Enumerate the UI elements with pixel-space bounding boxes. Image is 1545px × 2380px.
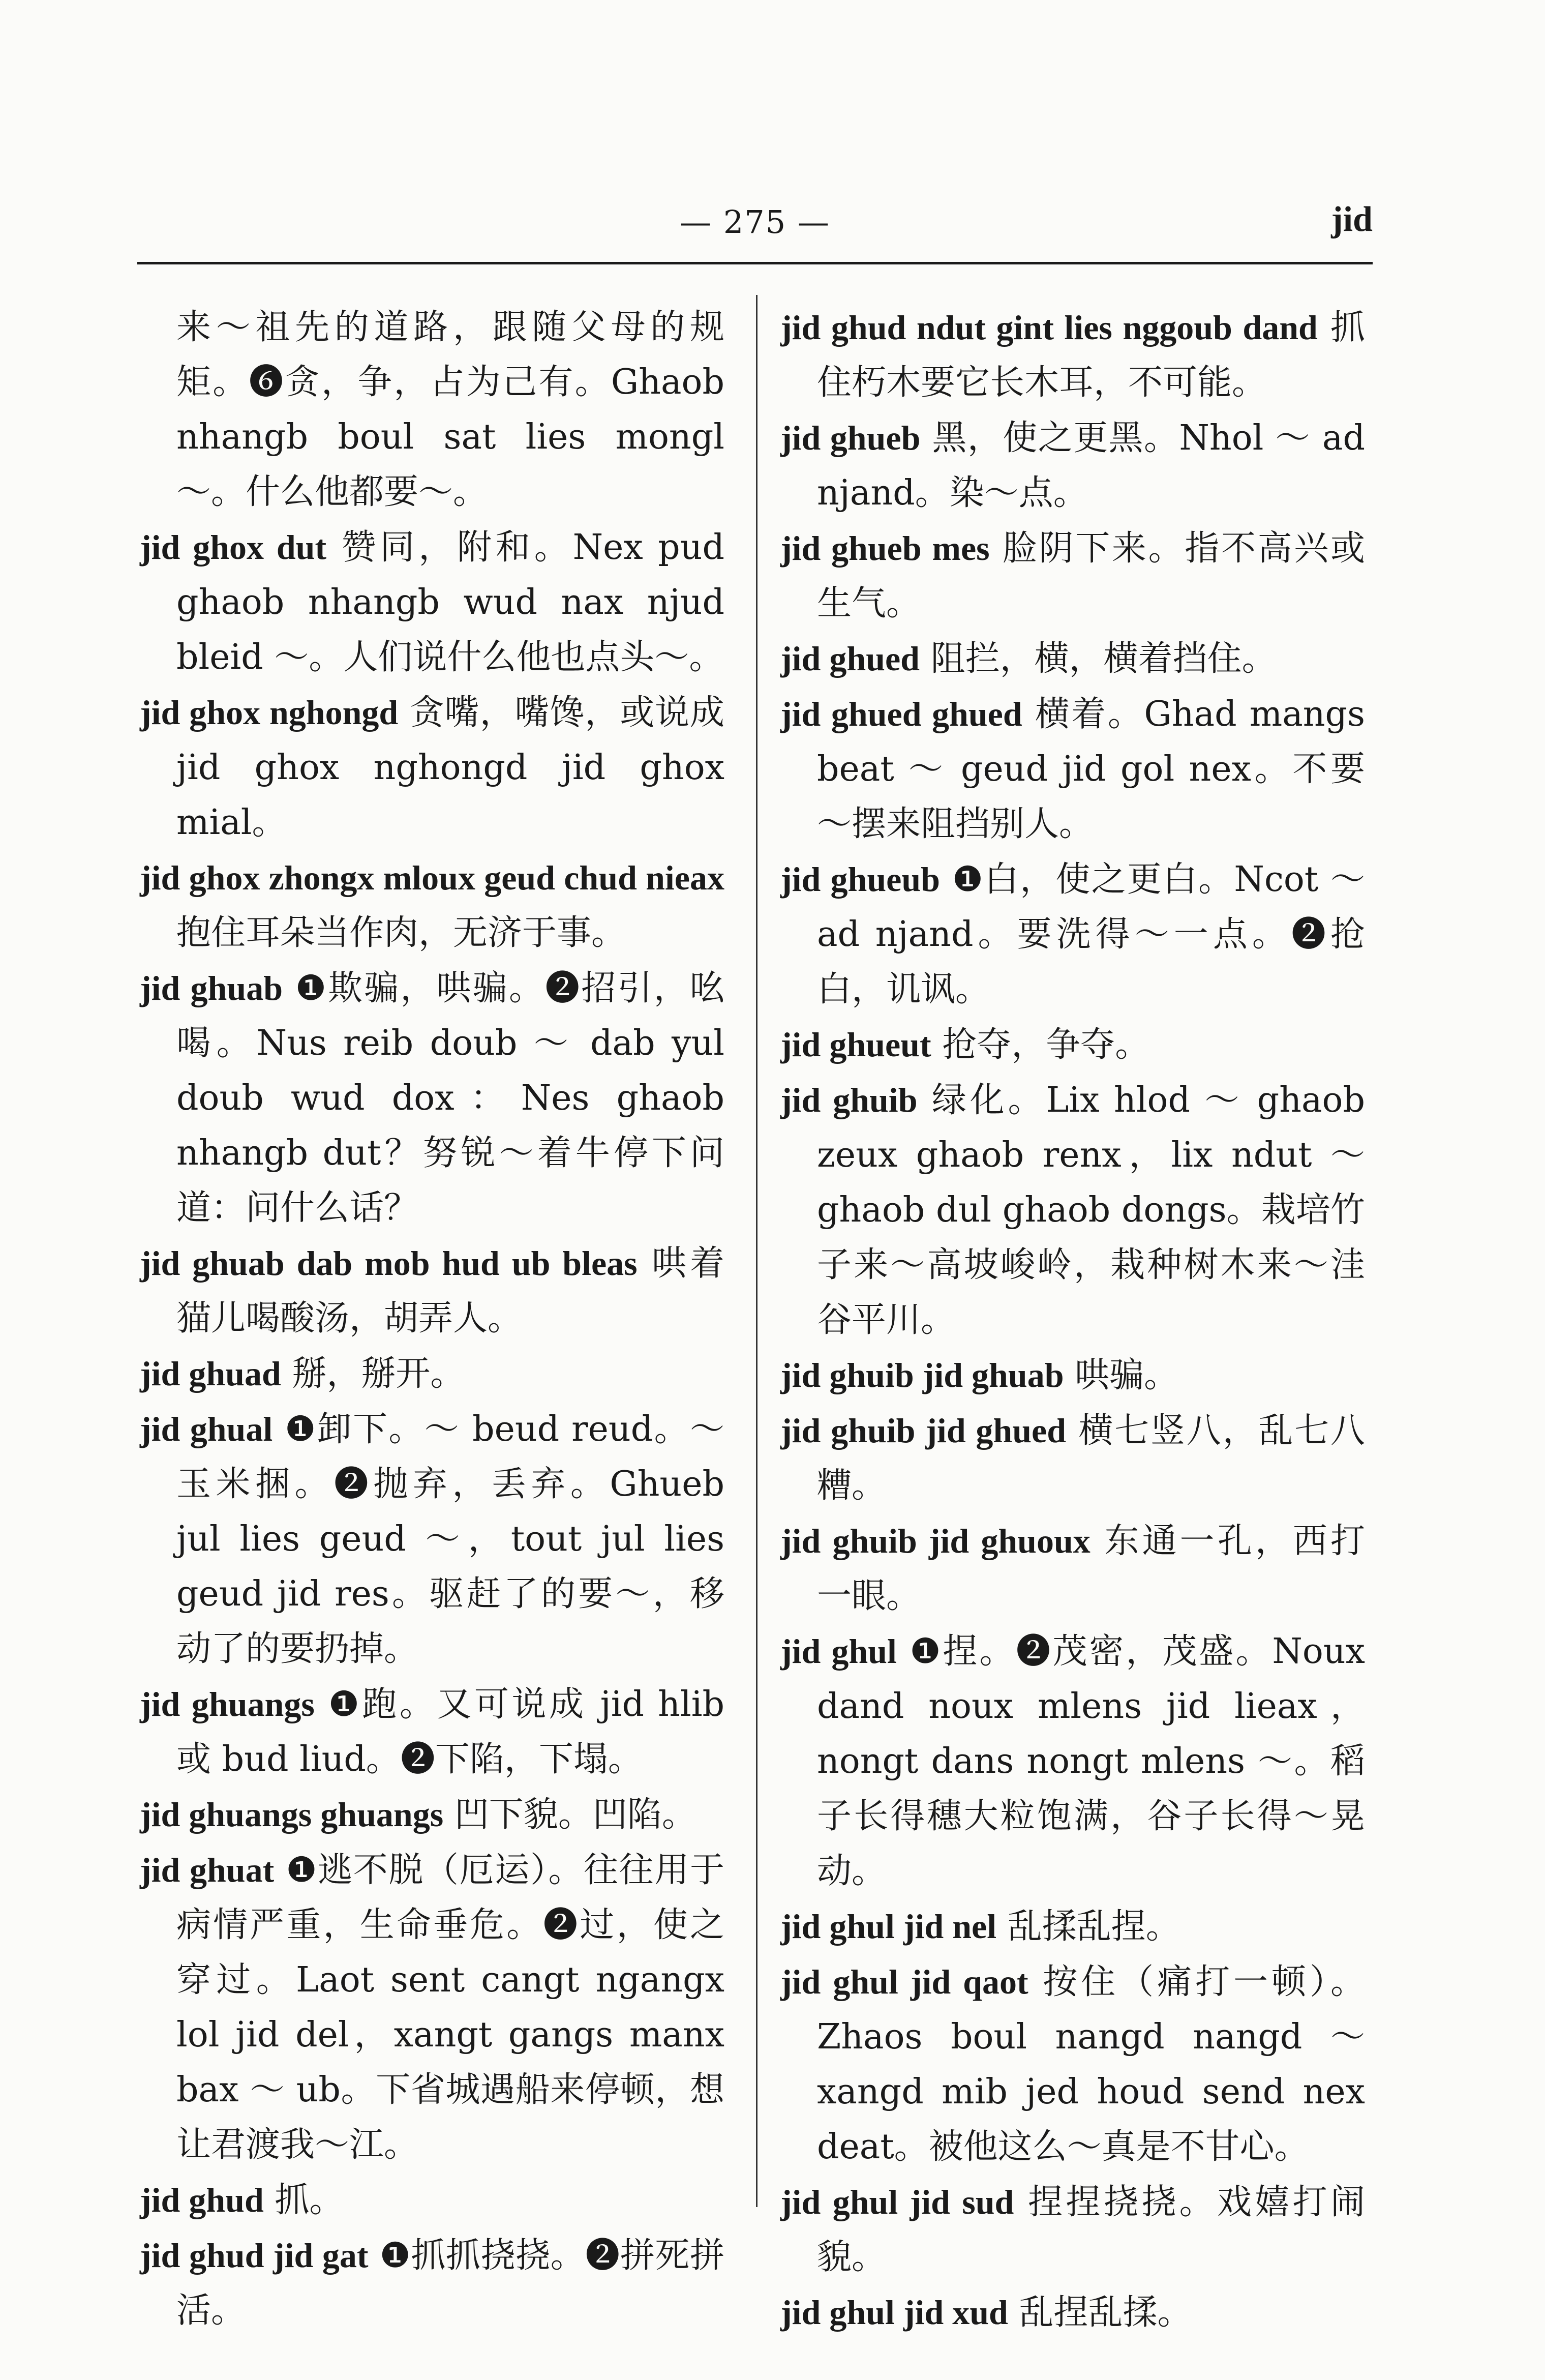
entry-headword: jid ghual: [140, 1410, 273, 1448]
entry-definition: 凹下貌。凹陷。: [443, 1795, 696, 1835]
entry-headword: jid ghul jid xud: [780, 2293, 1008, 2332]
dictionary-entry: [780, 687, 1365, 852]
entry-headword: jid ghued ghued: [780, 695, 1022, 733]
entry-headword: jid ghuib jid ghuab: [780, 1356, 1064, 1394]
entry-definition: 横七竖八，乱七八糟。: [817, 1411, 1365, 1506]
entry-definition: ❶跑。又可说成 jid hlib 或 bud liud。❷下陷，下塌。: [176, 1684, 724, 1779]
dictionary-entry: [140, 1677, 724, 1787]
dictionary-entry: [140, 2173, 724, 2228]
dictionary-entry: [140, 1402, 724, 1677]
entry-headword: jid ghul jid sud: [780, 2183, 1014, 2221]
entry-definition: ❶逃不脱（厄运）。往往用于病情严重，生命垂危。❷过，使之穿过。Laot sent cangt ngangx lol jid del，xangt gangs manx bax ～ ub。下省城遇船来停顿，想让君渡我～江。: [176, 1850, 724, 2165]
entry-headword: jid ghuangs ghuangs: [140, 1795, 444, 1834]
entry-definition: ❶卸下。～ beud reud。～玉米捆。❷抛弃，丢弃。Ghueb jul lies geud ～，tout jul lies geud jid res。驱赶了的要～，移动了的要扔掉。: [176, 1409, 724, 1669]
dictionary-entry: [780, 1017, 1365, 1073]
dictionary-entry: [780, 300, 1365, 410]
entry-headword: jid ghud jid gat: [140, 2236, 369, 2275]
dictionary-entry: [780, 852, 1365, 1017]
dictionary-entry: [140, 961, 724, 1236]
entry-definition: 抢夺，争夺。: [931, 1025, 1150, 1065]
dictionary-entry: [140, 1787, 724, 1842]
entry-headword: jid ghueub: [780, 860, 941, 899]
entry-definition: 阻拦，横，横着挡住。: [920, 639, 1277, 679]
entry-definition: 赞同，附和。Nex pud ghaob nhangb wud nax njud bleid ～。人们说什么他也点头～。: [176, 527, 724, 677]
page-header: [137, 188, 1373, 259]
entry-headword: jid ghueut: [780, 1025, 931, 1064]
dictionary-entry: [140, 1346, 724, 1402]
entry-headword: jid ghox dut: [140, 528, 327, 567]
entry-definition: ❶白，使之更白。Ncot ～ ad njand。要洗得～一点。❷抢白，讥讽。: [817, 859, 1366, 1009]
entry-headword: jid ghueb: [780, 419, 921, 457]
entry-headword: jid ghuib jid ghuoux: [780, 1522, 1090, 1560]
running-head: jid: [1331, 200, 1373, 239]
entry-definition: 来～祖先的道路，跟随父母的规矩。❻贪，争，占为己有。Ghaob nhangb boul sat lies mongl ～。什么他都要～。: [176, 307, 724, 512]
dictionary-entry: [780, 1954, 1365, 2175]
dictionary-entry: [780, 2175, 1365, 2285]
entry-headword: jid ghud ndut gint lies nggoub dand: [780, 308, 1318, 347]
entry-headword: jid ghud: [140, 2181, 264, 2219]
entry-definition: 捏捏挠挠。戏嬉打闹貌。: [817, 2182, 1365, 2277]
header-rule: [137, 262, 1373, 264]
entry-definition: ❶抓抓挠挠。❷拼死拼活。: [176, 2236, 725, 2331]
dictionary-entry: [780, 410, 1365, 521]
entry-definition: 掰，掰开。: [281, 1354, 465, 1394]
entry-headword: jid ghul jid qaot: [780, 1962, 1028, 2001]
dictionary-entry: [780, 521, 1365, 631]
entry-headword: jid ghuat: [140, 1851, 275, 1889]
entry-definition: 乱捏乱揉。: [1008, 2293, 1192, 2333]
entry-headword: jid ghuib: [780, 1081, 918, 1119]
entry-definition: 哄骗。: [1064, 1355, 1179, 1395]
entry-headword: jid ghox nghongd: [140, 693, 399, 732]
dictionary-entry: [780, 631, 1365, 687]
dictionary-entry: [140, 685, 724, 850]
entry-headword: jid ghueb mes: [780, 529, 990, 568]
entry-definition: 东通一孔，西打一眼。: [817, 1521, 1365, 1616]
entry-definition: 抓。: [263, 2180, 344, 2220]
entry-headword: jid ghul jid nel: [780, 1907, 997, 1946]
entry-headword: jid ghuab dab mob hud ub bleas: [140, 1244, 638, 1283]
entry-definition: 脸阴下来。指不高兴或生气。: [817, 528, 1366, 623]
entry-headword: jid ghuangs: [140, 1685, 315, 1723]
entry-definition: 绿化。Lix hlod ～ ghaob zeux ghaob renx，lix ndut ～ ghaob dul ghaob dongs。栽培竹子来～高坡峻岭，栽种树木来～洼谷平川。: [817, 1080, 1366, 1340]
right-column: [780, 300, 1366, 2333]
entry-definition: ❶捏。❷茂密，茂盛。Noux dand noux mlens jid lieax，nongt dans nongt mlens ～。稻子长得穗大粒饱满，谷子长得～晃动。: [817, 1631, 1365, 1891]
dictionary-entry: [140, 850, 724, 961]
entry-headword: jid ghuib jid ghued: [780, 1411, 1067, 1450]
page-number: — 275 —: [680, 203, 830, 241]
column-divider: [756, 295, 758, 2207]
entry-definition: 抓住朽木要它长木耳，不可能。: [817, 308, 1365, 403]
dictionary-entry: [140, 1842, 724, 2173]
entry-definition: 按住（痛打一顿）。Zhaos boul nangd nangd ～ xangd mib jed houd send nex deat。被他这么～真是不甘心。: [817, 1962, 1365, 2167]
entry-definition: 抱住耳朵当作肉，无济于事。: [176, 913, 626, 953]
dictionary-entry: [780, 1403, 1365, 1513]
dictionary-entry: [780, 1073, 1365, 1348]
entry-definition: 乱揉乱捏。: [996, 1907, 1180, 1947]
dictionary-entry: [140, 1236, 724, 1346]
entry-definition: 黑，使之更黑。Nhol ～ ad njand。染～点。: [817, 418, 1365, 513]
entry-definition: 贪嘴，嘴馋，或说成 jid ghox nghongd jid ghox mial。: [176, 693, 724, 843]
dictionary-entry: [780, 1513, 1365, 1624]
entry-definition: ❶欺骗，哄骗。❷招引，吆喝。Nus reib doub ～ dab yul doub wud dox：Nes ghaob nhangb dut？努锐～着牛停下问道：问什么话？: [176, 968, 725, 1228]
dictionary-entry: [140, 2228, 724, 2338]
entry-headword: jid ghox zhongx mloux geud chud nieax: [140, 858, 724, 897]
entry-headword: jid ghued: [780, 639, 920, 678]
entry-headword: jid ghuab: [140, 969, 283, 1007]
dictionary-entry: [780, 1624, 1365, 1899]
dictionary-entry: [780, 1899, 1365, 1954]
entry-headword: jid ghuad: [140, 1354, 281, 1393]
dictionary-entry: [780, 2285, 1365, 2340]
dictionary-entry: [780, 1348, 1365, 1403]
left-column: [140, 300, 725, 2331]
entry-definition: 哄着猫儿喝酸汤，胡弄人。: [176, 1243, 724, 1338]
entry-headword: jid ghul: [780, 1632, 897, 1671]
dictionary-entry: [140, 520, 724, 685]
entry-definition: 横着。Ghad mangs beat ～ geud jid gol nex。不要～摆来阻挡别人。: [817, 694, 1365, 844]
dictionary-entry: [140, 300, 724, 520]
